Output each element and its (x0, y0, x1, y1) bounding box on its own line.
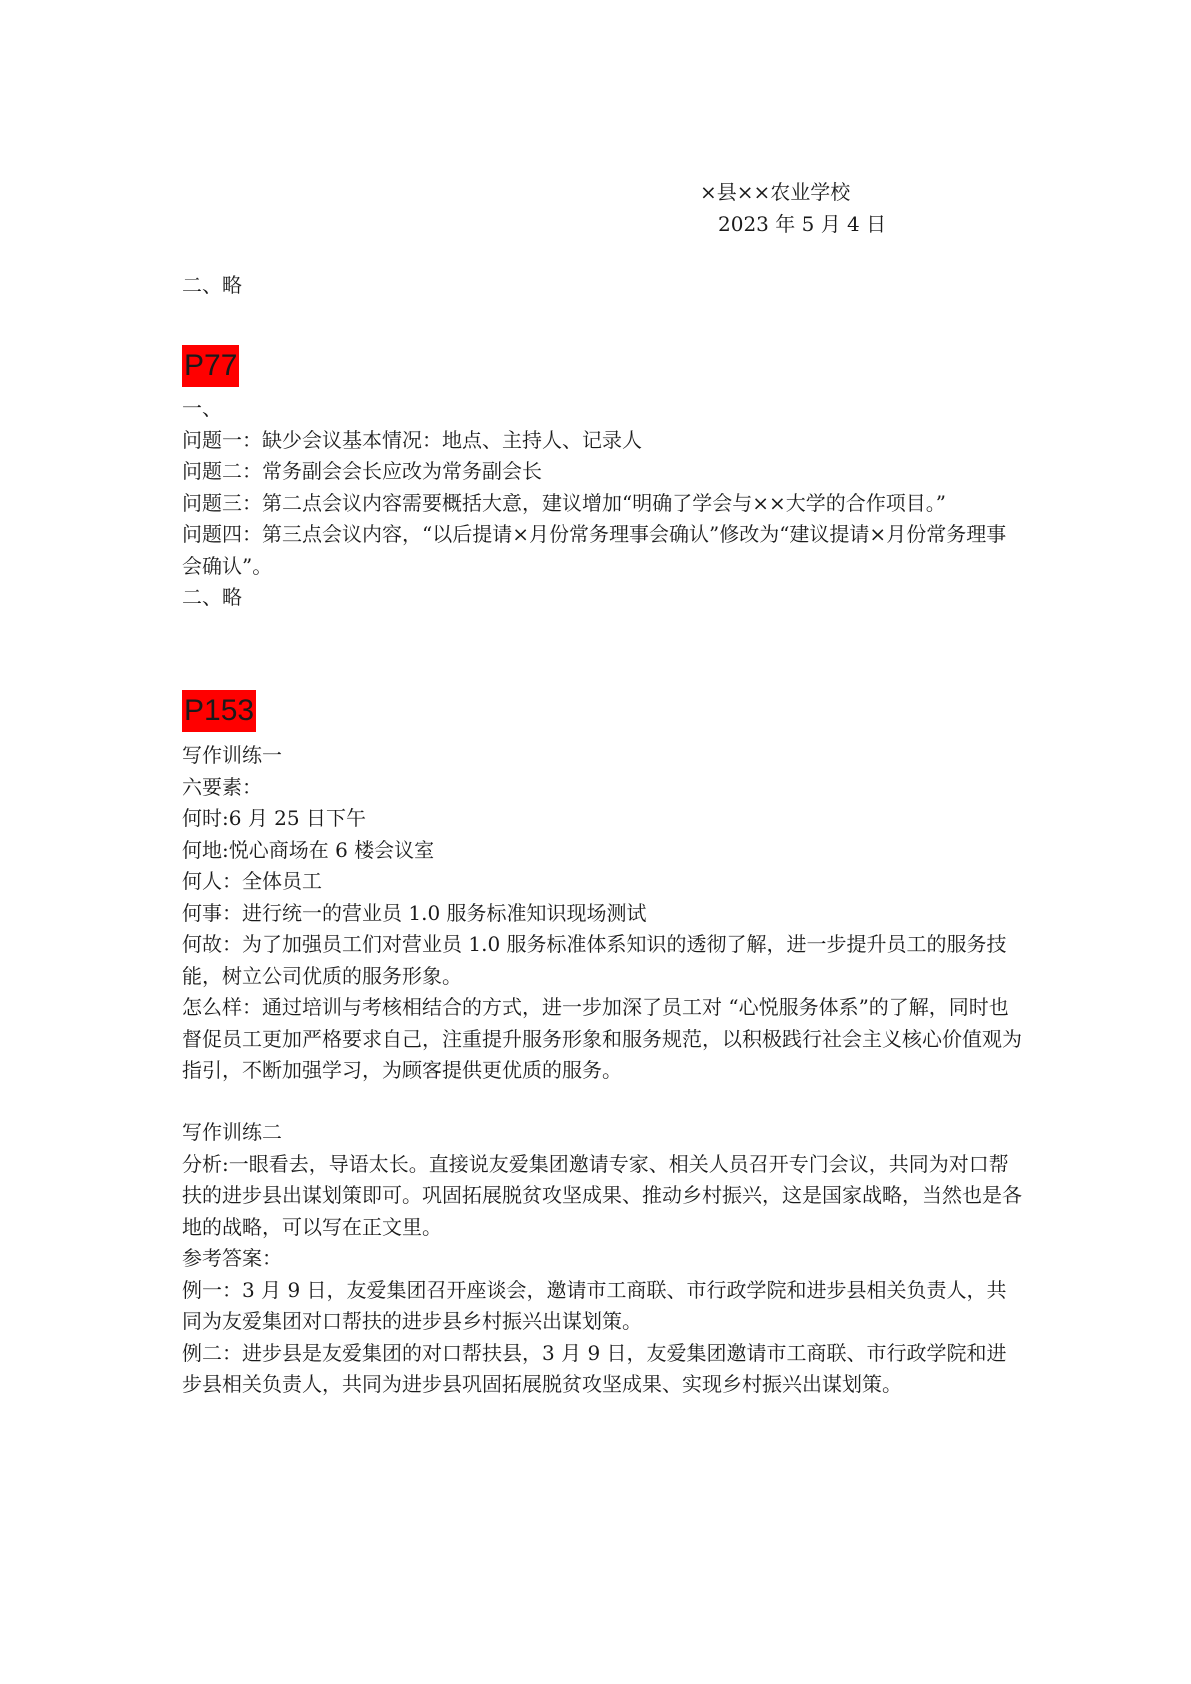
paragraph: 写作训练一 (182, 743, 282, 767)
paragraph: 六要素： (182, 774, 262, 799)
paragraph: 何人：全体员工 (182, 869, 322, 893)
section-training-two (182, 1117, 1022, 1401)
paragraph: 问题四：第三点会议内容，“以后提请×月份常务理事会确认”修改为“建议提请×月份常务理事会确认”。 (182, 522, 1007, 578)
paragraph: 例一：3 月 9 日，友爱集团召开座谈会，邀请市工商联、市行政学院和进步县相关负责人，共同为友爱集团对口帮扶的进步县乡村振兴出谋划策。 (182, 1277, 1007, 1333)
section-training-one (182, 740, 1022, 1087)
paragraph: 何故：为了加强员工们对营业员 1.0 服务标准体系知识的透彻了解，进一步提升员工的服务技能，树立公司优质的服务形象。 (182, 932, 1007, 988)
page-tag-label: P153 (182, 690, 256, 732)
paragraph: 问题三：第二点会议内容需要概括大意，建议增加“明确了学会与××大学的合作项目。” (182, 490, 946, 515)
paragraph: 二、略 (182, 273, 242, 297)
paragraph: 问题二：常务副会会长应改为常务副会长 (182, 459, 542, 483)
paragraph: 何时:6 月 25 日下午 (182, 806, 366, 830)
signature-date: 2023 年 5 月 4 日 (718, 212, 887, 236)
paragraph: 写作训练二 (182, 1120, 282, 1144)
signature-block (700, 176, 960, 240)
paragraph: 何事：进行统一的营业员 1.0 服务标准知识现场测试 (182, 900, 647, 925)
paragraph: 例二：进步县是友爱集团的对口帮扶县，3 月 9 日，友爱集团邀请市工商联、市行政学院和进步县相关负责人，共同为进步县巩固拓展脱贫攻坚成果、实现乡村振兴出谋划策。 (182, 1340, 1007, 1396)
paragraph: 怎么样：通过培训与考核相结合的方式，进一步加深了员工对 “心悦服务体系”的了解，同时也督促员工更加严格要求自己，注重提升服务形象和服务规范，以积极践行社会主义核心价值观为指引，不断加强学习，为顾客提供更优质的服务。 (182, 995, 1022, 1082)
page-tag-p153 (182, 690, 256, 732)
paragraph: 何地:悦心商场在 6 楼会议室 (182, 837, 435, 862)
section-p77 (182, 393, 1022, 614)
paragraph: 分析:一眼看去，导语太长。直接说友爱集团邀请专家、相关人员召开专门会议，共同为对口帮扶的进步县出谋划策即可。巩固拓展脱贫攻坚成果、推动乡村振兴，这是国家战略，当然也是各地的战略，可以写在正文里。 (182, 1151, 1022, 1239)
paragraph: 一、 (182, 396, 222, 420)
paragraph: 参考答案： (182, 1246, 282, 1270)
page-tag-label: P77 (182, 345, 239, 387)
paragraph: 二、略 (182, 585, 242, 609)
section-top (182, 270, 1022, 302)
paragraph: 问题一：缺少会议基本情况：地点、主持人、记录人 (182, 427, 642, 452)
page-tag-p77 (182, 345, 239, 387)
signature-org: ×县××农业学校 (700, 180, 851, 204)
